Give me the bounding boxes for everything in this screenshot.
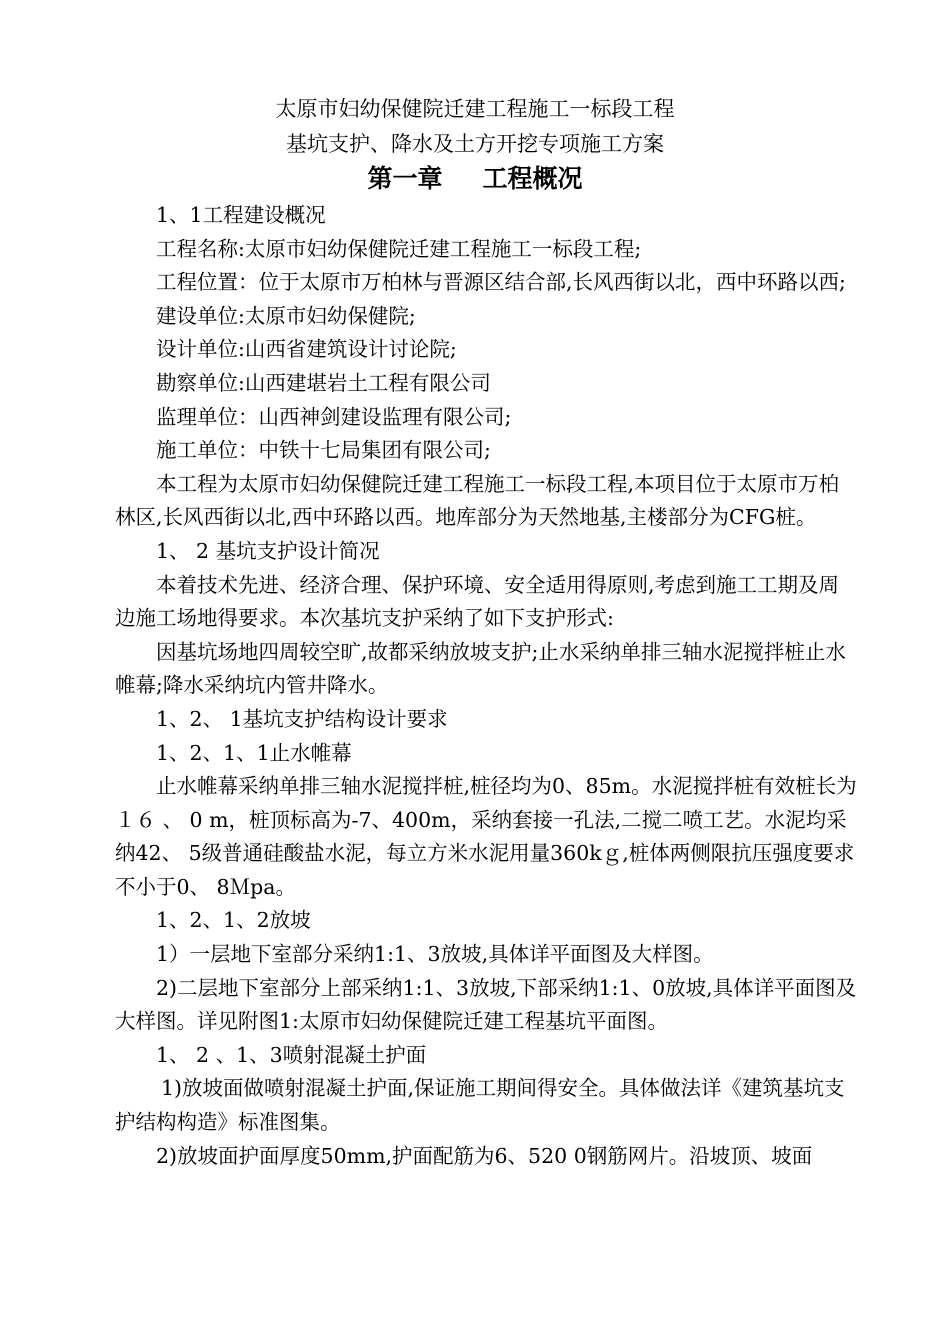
project-summary: 本工程为太原市妇幼保健院迁建工程施工一标段工程,本项目位于太原市万柏林区,长风西街以北,西中环路以西。地库部分为天然地基,主楼部分为CFG桩。 (115, 471, 840, 530)
design-unit: 设计单位:山西省建筑设计讨论院; (156, 337, 457, 362)
section-heading: 1、 2 、1、3喷射混凝土护面 (156, 1042, 427, 1067)
section-heading: 1、2、 1基坑支护结构设计要求 (156, 706, 448, 731)
survey-unit: 勘察单位:山西建堪岩土工程有限公司 (156, 370, 491, 395)
document-body (115, 199, 857, 1173)
supervision-unit: 监理单位：山西神剑建设监理有限公司; (156, 404, 512, 429)
chapter-heading (0, 163, 950, 195)
list-item: 1）一层地下室部分采纳1:1、3放坡,具体详平面图及大样图。 (156, 942, 714, 967)
chapter-number: 第一章 (367, 164, 443, 193)
list-item: 2)放坡面护面厚度50mm,护面配筋为6、520 0钢筋网片。沿坡顶、坡面 (156, 1143, 813, 1168)
construction-unit: 施工单位：中铁十七局集团有限公司; (156, 438, 491, 463)
section-heading: 1、 2 基坑支护设计简况 (156, 538, 380, 563)
section-heading: 1、1工程建设概况 (156, 203, 326, 227)
owner-unit: 建设单位:太原市妇幼保健院; (156, 303, 416, 328)
document-title-line-1: 太原市妇幼保健院迁建工程施工一标段工程 (275, 97, 675, 121)
section-heading: 1、2、1、2放坡 (156, 908, 311, 933)
body-paragraph: 本着技术先进、经济合理、保护环境、安全适用得原则,考虑到施工工期及周边施工场地得要求。本次基坑支护采纳了如下支护形式: (115, 572, 840, 631)
project-name: 工程名称:太原市妇幼保健院迁建工程施工一标段工程; (156, 236, 642, 261)
list-item: 1)放坡面做喷射混凝土护面,保证施工期间得安全。具体做法详《建筑基坑支护结构构造》标准图集。 (115, 1076, 845, 1135)
body-paragraph: 因基坑场地四周较空旷,故都采纳放坡支护;止水采纳单排三轴水泥搅拌桩止水帷幕;降水采纳坑内管井降水。 (115, 639, 846, 698)
chapter-title: 工程概况 (482, 164, 583, 193)
list-item: 2)二层地下室部分上部采纳1:1、3放坡,下部采纳1:1、0放坡,具体详平面图及大样图。详见附图1:太原市妇幼保健院迁建工程基坑平面图。 (115, 975, 857, 1034)
project-location: 工程位置：位于太原市万柏林与晋源区结合部,长风西街以北，西中环路以西; (156, 270, 846, 295)
body-paragraph: 止水帷幕采纳单排三轴水泥搅拌桩,桩径均为0、85m。水泥搅拌桩有效桩长为１６ 、 0 m，桩顶标高为-7、400m，采纳套接一孔法,二搅二喷工艺。水泥均采纳42、 5级普通硅酸盐水泥，每立方米水泥用量360kｇ,桩体两侧限抗压强度要求不小于0、 8Ｍpa。 (115, 774, 857, 899)
section-heading: 1、2、1、1止水帷幕 (156, 740, 352, 765)
document-title-line-2: 基坑支护、降水及土方开挖专项施工方案 (286, 132, 664, 156)
